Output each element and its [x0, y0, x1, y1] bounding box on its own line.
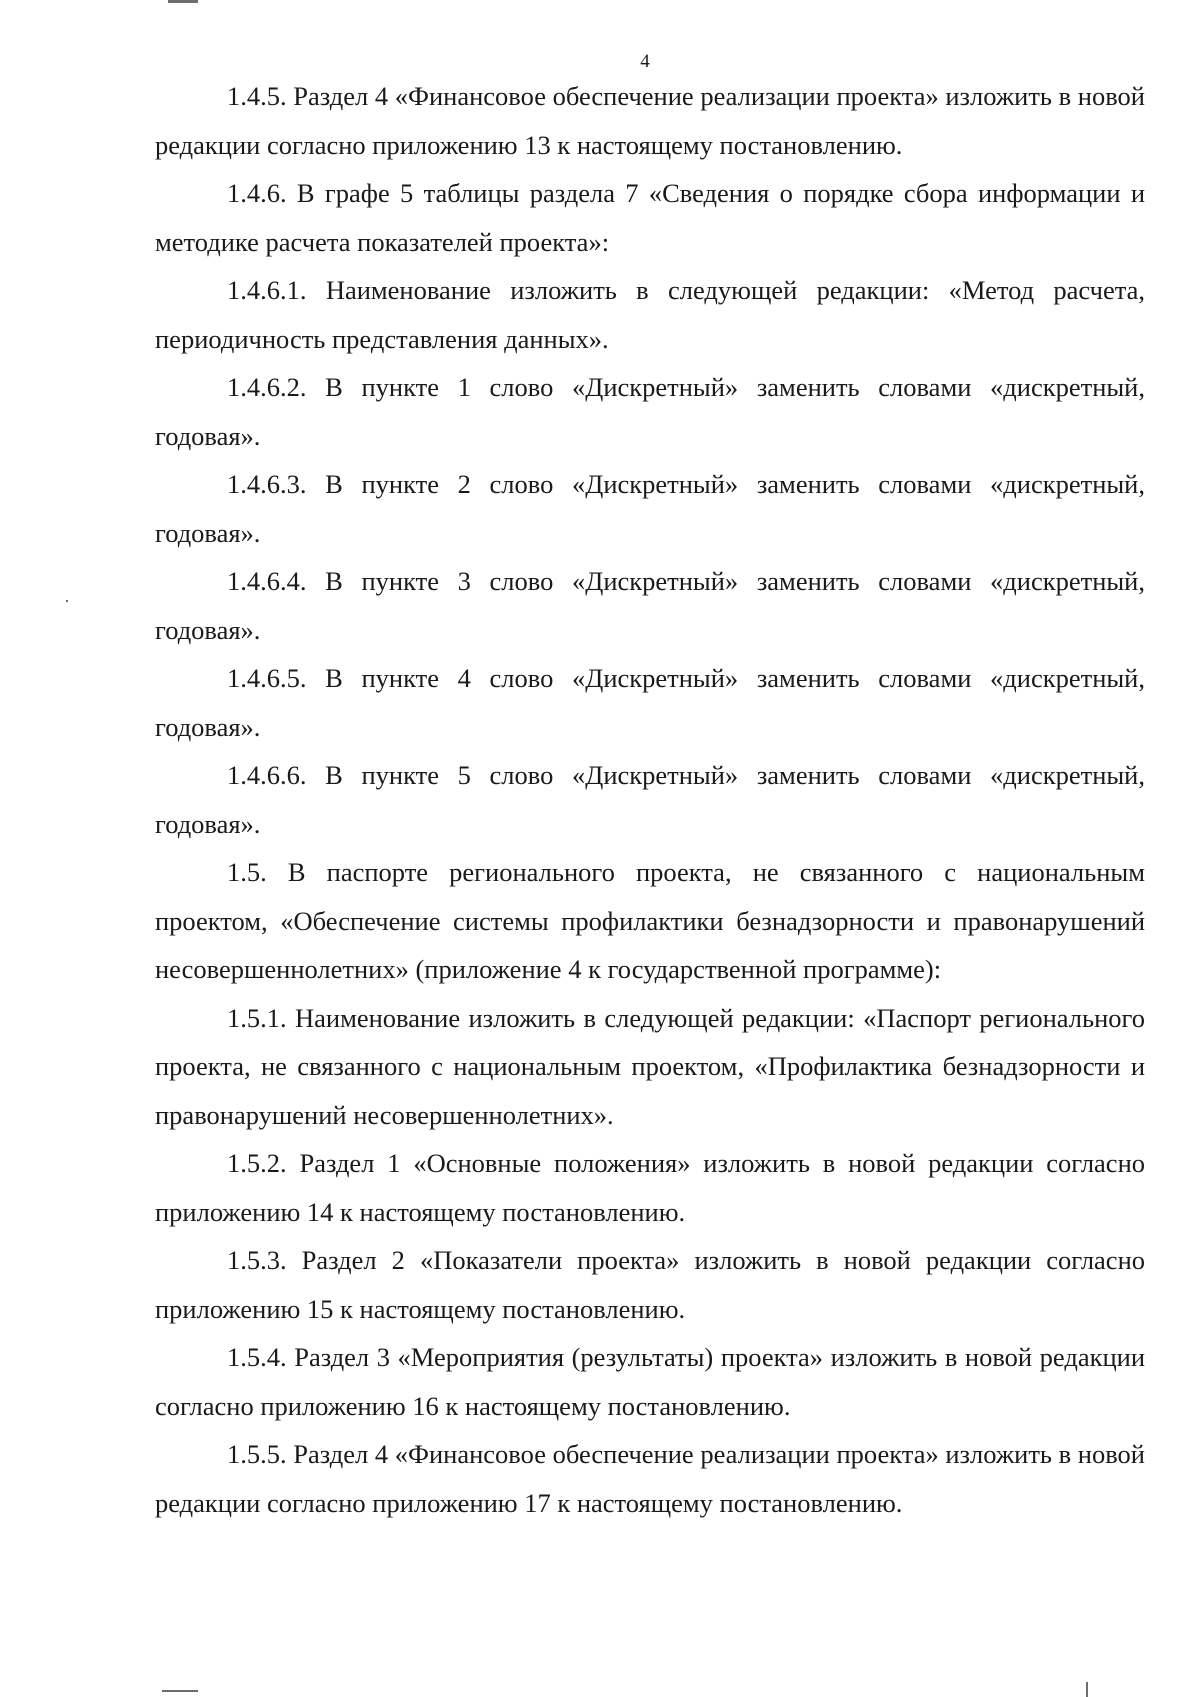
paragraph-1-4-6: 1.4.6. В графе 5 таблицы раздела 7 «Сведения о порядке сбора информации и методике расчета показателей проекта»: [155, 178, 1145, 257]
paragraph-1-5-3: 1.5.3. Раздел 2 «Показатели проекта» изложить в новой редакции согласно приложению 15 к настоящему постановлению. [155, 1245, 1145, 1324]
scan-artifact-bottom-right [1086, 1682, 1088, 1697]
paragraph-1-5-4: 1.5.4. Раздел 3 «Мероприятия (результаты) проекта» изложить в новой редакции согласно приложению 16 к настоящему постановлению. [155, 1342, 1145, 1421]
paragraph-1-4-6-1: 1.4.6.1. Наименование изложить в следующей редакции: «Метод расчета, периодичность представления данных». [155, 275, 1145, 354]
paragraph-1-4-6-3: 1.4.6.3. В пункте 2 слово «Дискретный» заменить словами «дискретный, годовая». [155, 469, 1145, 548]
paragraph-1-4-6-4: 1.4.6.4. В пункте 3 слово «Дискретный» заменить словами «дискретный, годовая». [155, 566, 1145, 645]
page-number: 4 [640, 51, 650, 72]
paragraph-1-5-1: 1.5.1. Наименование изложить в следующей редакции: «Паспорт регионального проекта, не связанного с национальным проектом, «Профилактика безнадзорности и правонарушений несовершеннолетних». [155, 1002, 1145, 1130]
paragraph-1-4-6-6: 1.4.6.6. В пункте 5 слово «Дискретный» заменить словами «дискретный, годовая». [155, 760, 1145, 839]
paragraph-1-4-5: 1.4.5. Раздел 4 «Финансовое обеспечение реализации проекта» изложить в новой редакции согласно приложению 13 к настоящему постановлению. [155, 81, 1145, 160]
scan-artifact-bottom-left [162, 1690, 198, 1692]
paragraph-1-4-6-2: 1.4.6.2. В пункте 1 слово «Дискретный» заменить словами «дискретный, годовая». [155, 372, 1145, 451]
document-body [155, 72, 1145, 1527]
paragraph-1-5: 1.5. В паспорте регионального проекта, не связанного с национальным проектом, «Обеспечение системы профилактики безнадзорности и правонарушений несовершеннолетних» (приложение 4 к государственной программе): [155, 857, 1145, 984]
scan-artifact-top [168, 0, 198, 3]
paragraph-1-5-2: 1.5.2. Раздел 1 «Основные положения» изложить в новой редакции согласно приложению 14 к настоящему постановлению. [155, 1148, 1145, 1227]
scan-artifact-left [66, 600, 68, 602]
paragraph-1-4-6-5: 1.4.6.5. В пункте 4 слово «Дискретный» заменить словами «дискретный, годовая». [155, 663, 1145, 742]
paragraph-1-5-5: 1.5.5. Раздел 4 «Финансовое обеспечение реализации проекта» изложить в новой редакции согласно приложению 17 к настоящему постановлению. [155, 1439, 1145, 1518]
